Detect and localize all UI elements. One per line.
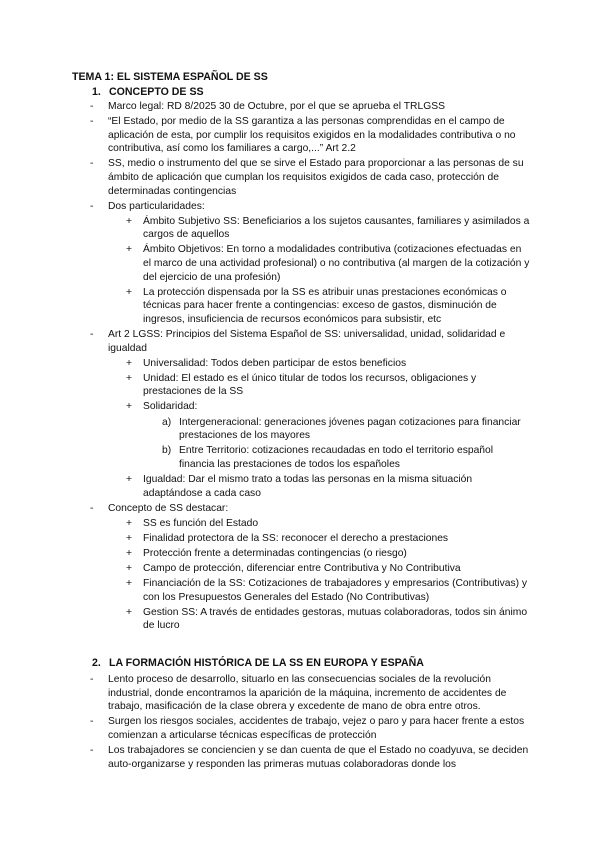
section-heading [92,657,424,669]
sub-list-item [126,400,530,471]
section-2-list [90,673,530,771]
list-item-text: Surgen los riesgos sociales, accidentes de trabajo, vejez o paro y para hacer frente a estos comienzan a articularse técnicas específicas de protección [108,716,525,741]
sub-list-item: + Campo de protección, diferenciar entre Contributiva y No Contributiva [126,562,530,576]
list-item-text: Marco legal: RD 8/2025 30 de Octubre, por el que se aprueba el TRLGSS [108,101,445,112]
list-item-text: Concepto de SS destacar: [108,502,229,514]
list-item-text: “El Estado, por medio de la SS garantiza a las personas comprendidas en el campo de aplicación de esta, por cumplir los requisitos exigidos en la modalidades contributiva o no contributiva, así como los familiares a cargo,...” Art 2.2 [108,116,516,155]
section-1-list [90,100,530,633]
sub-list-item: + SS es función del Estado [126,517,530,531]
lettered-item [162,444,530,471]
list-item [90,200,530,327]
sub-list-item: + Financiación de la SS: Cotizaciones de trabajadores y empresarios (Contributivas) y con los Presupuestos Generales del Estado (No Contributivas) [126,577,530,604]
list-item [90,744,530,771]
list-item-text: Dos particularidades: [108,200,205,212]
sub-list-item: + La protección dispensada por la SS es atribuir unas prestaciones económicas o técnicas para hacer frente a contingencias: exceso de gastos, disminución de ingresos, insuficiencia de recursos económicos para subsistir, etc [126,286,530,327]
sub-list-item: + Ámbito Objetivos: En torno a modalidades contributiva (cotizaciones efectuadas en el marco de una actividad profesional) o no contributiva (al margen de la cotización y del ejercicio de una profesión) [126,243,530,284]
list-item-text: Lento proceso de desarrollo, situarlo en las consecuencias sociales de la revolución industrial, donde encontramos la aparición de la máquina, incremento de accidentes de trabajo, masificación de la clase obrera y excedente de mano de obra entre otros. [108,674,507,713]
lettered-list [162,416,530,472]
sub-list-item: + Protección frente a determinadas contingencias (o riesgo) [126,547,530,561]
lettered-marker: a) [162,416,172,428]
lettered-marker: b) [162,445,172,457]
document-title: TEMA 1: EL SISTEMA ESPAÑOL DE SS [72,71,268,83]
sub-list [126,517,530,633]
section-title: LA FORMACIÓN HISTÓRICA DE LA SS EN EUROPA Y ESPAÑA [109,657,424,669]
sub-list [126,357,530,500]
list-item [90,502,530,633]
section-number: 1. [92,86,101,98]
list-item [90,100,530,114]
list-item-text: Art 2 LGSS: Principios del Sistema Español de SS: universalidad, unidad, solidaridad e igualdad [108,329,506,354]
list-item [90,115,530,156]
sub-list-item: + Gestion SS: A través de entidades gestoras, mutuas colaboradoras, todos sin ánimo de lucro [126,606,530,633]
lettered-text: Entre Territorio: cotizaciones recaudadas en todo el territorio español financia las prestaciones de todos los españoles [179,445,494,470]
sub-list-item: + Igualdad: Dar el mismo trato a todas las personas en la misma situación adaptándose a cada caso [126,473,530,500]
list-item [90,715,530,742]
sub-list [126,215,530,327]
section-title: CONCEPTO DE SS [109,86,204,98]
list-item [90,328,530,500]
sub-list-item: + Ámbito Subjetivo SS: Beneficiarios a los sujetos causantes, familiares y asimilados a cargos de aquellos [126,215,530,242]
list-item-text: SS, medio o instrumento del que se sirve el Estado para proporcionar a las personas de su ámbito de aplicación que cumplan los requisitos exigidos de cada caso, protección de determinadas contingencias [108,158,524,197]
sub-list-item: + Finalidad protectora de la SS: reconocer el derecho a prestaciones [126,532,530,546]
sub-list-item: + Universalidad: Todos deben participar de estos beneficios [126,357,530,371]
lettered-text: Intergeneracional: generaciones jóvenes pagan cotizaciones para financiar prestaciones de los mayores [179,416,521,442]
sub-list-item-text: Solidaridad: [143,401,198,413]
sub-list-item: + Unidad: El estado es el único titular de todos los recursos, obligaciones y prestaciones de la SS [126,372,530,399]
section-number: 2. [92,657,101,669]
lettered-item [162,416,530,443]
list-item-text: Los trabajadores se conciencien y se dan cuenta de que el Estado no coadyuva, se deciden auto-organizarse y responden las primeras mutuas colaboradoras donde los [108,744,529,770]
section-heading [92,86,204,98]
list-item [90,157,530,198]
list-item [90,673,530,714]
